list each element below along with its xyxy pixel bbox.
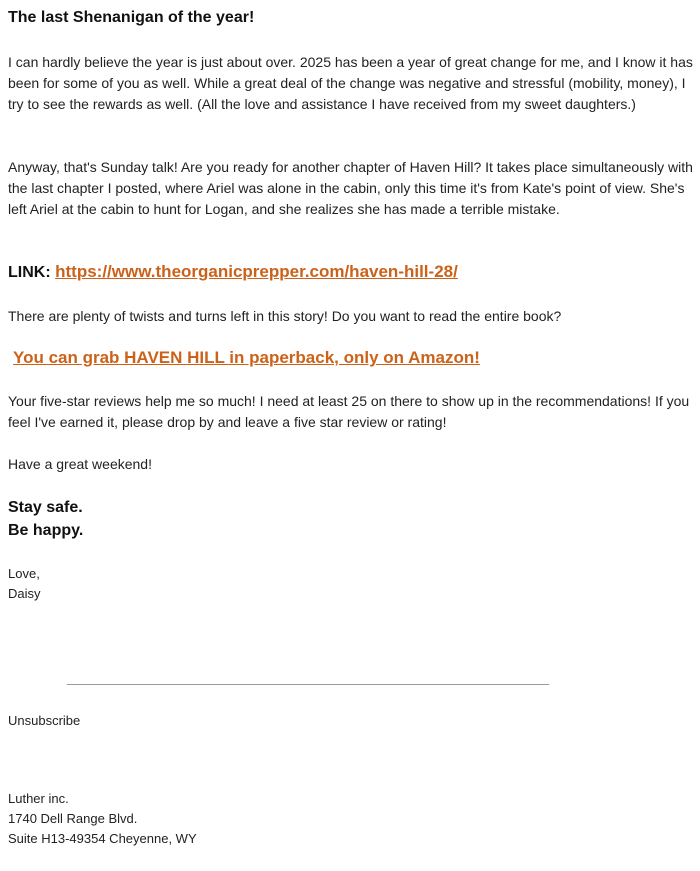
- amazon-link[interactable]: You can grab HAVEN HILL in paperback, only on Amazon!: [13, 348, 480, 367]
- address-line-2: Suite H13-49354 Cheyenne, WY: [8, 831, 197, 846]
- signature: Daisy: [8, 586, 41, 601]
- stay-safe: Stay safe.: [8, 499, 83, 516]
- paragraph-weekend: Have a great weekend!: [8, 456, 152, 472]
- paragraph-reviews: Your five-star reviews help me so much! I need at least 25 on there to show up in the recommendations! If you feel I've earned it, please drop by and leave a five star review or rating!: [8, 393, 690, 430]
- footer-divider: [67, 684, 549, 685]
- chapter-link[interactable]: https://www.theorganicprepper.com/haven-hill-28/: [55, 262, 458, 281]
- unsubscribe-link[interactable]: Unsubscribe: [8, 713, 81, 728]
- be-happy: Be happy.: [8, 522, 84, 539]
- chapter-link-line: [8, 262, 458, 282]
- amazon-link-line: [13, 348, 480, 368]
- address-line-1: 1740 Dell Range Blvd.: [8, 811, 138, 826]
- paragraph-twists: There are plenty of twists and turns left in this story! Do you want to read the entire book?: [8, 308, 562, 324]
- paragraph-chapter: Anyway, that's Sunday talk! Are you ready for another chapter of Haven Hill? It takes place simultaneously with the last chapter I posted, where Ariel was alone in the cabin, only this time it's from Kate's point of view. She's left Ariel at the cabin to hunt for Logan, and she realizes she has made a terrible mistake.: [8, 159, 693, 217]
- link-label: LINK:: [8, 264, 56, 281]
- paragraph-intro: I can hardly believe the year is just about over. 2025 has been a year of great change for me, and I know it has been for some of you as well. While a great deal of the change was negative and stressful (mobility, money), I try to see the rewards as well. (All the love and assistance I have received from my sweet daughters.): [8, 54, 693, 112]
- love-closing: Love,: [8, 566, 40, 581]
- email-title: The last Shenanigan of the year!: [8, 9, 255, 26]
- company-name: Luther inc.: [8, 791, 69, 806]
